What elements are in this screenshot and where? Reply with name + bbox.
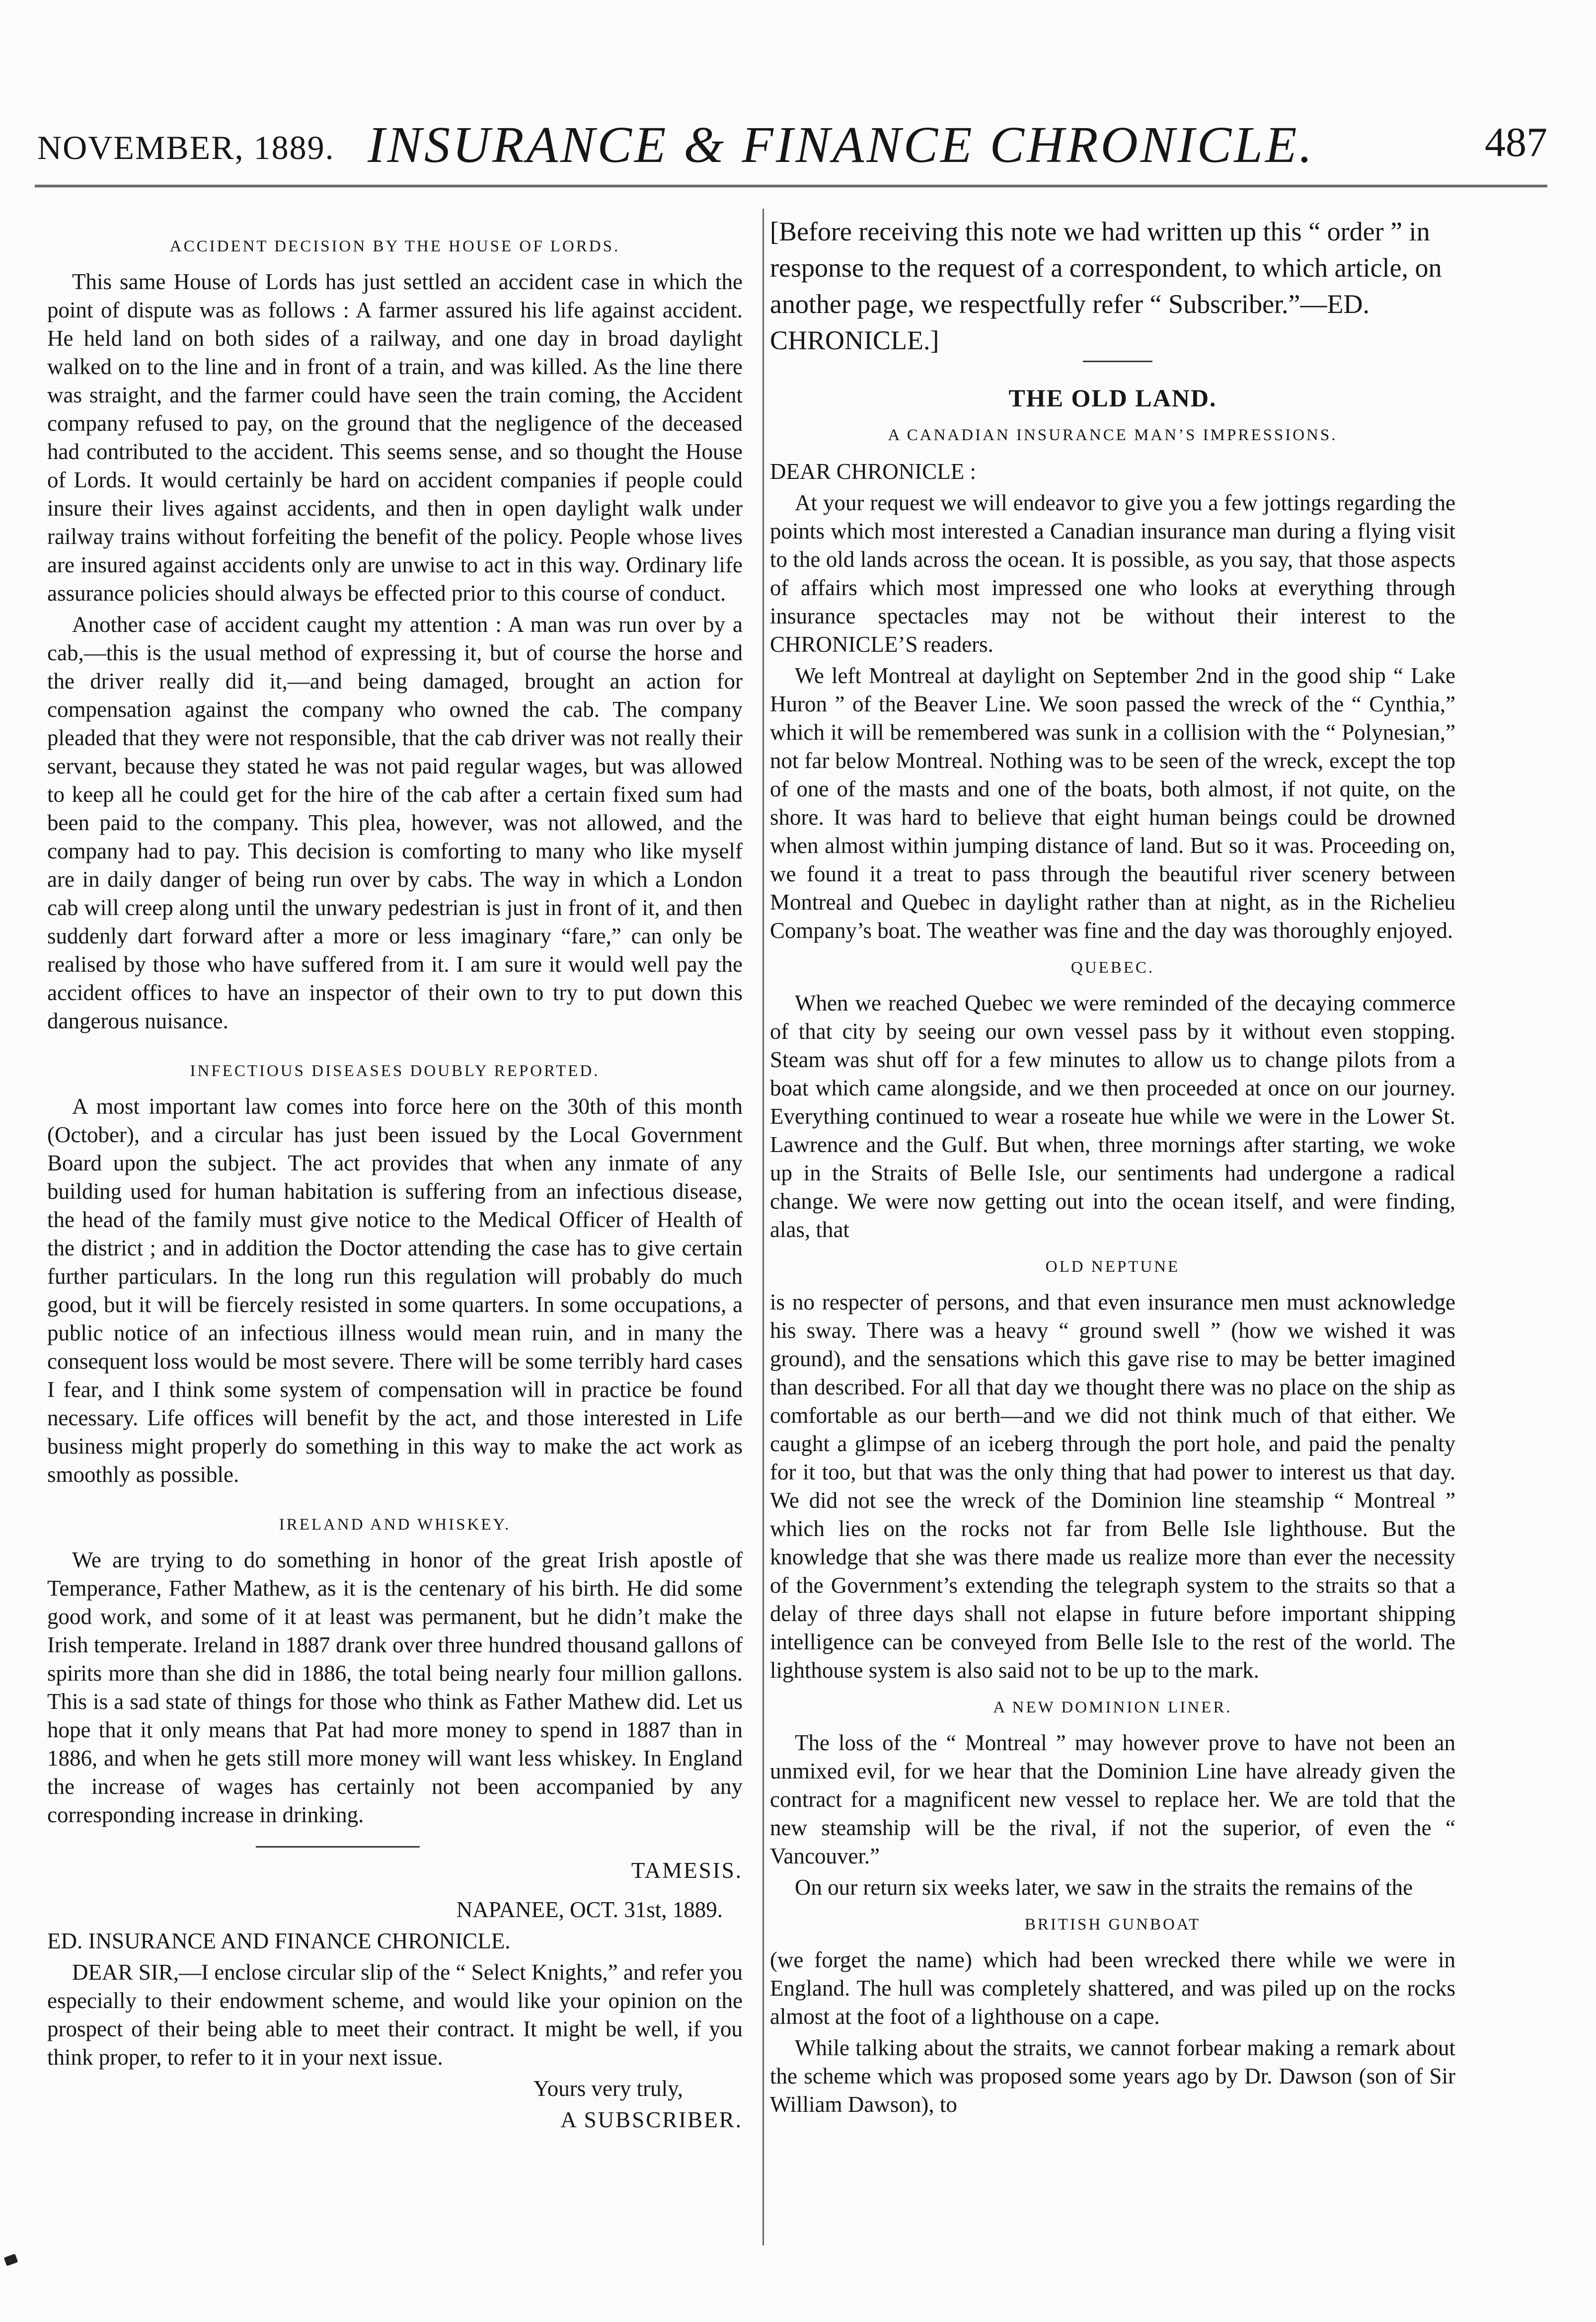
paragraph: At your request we will endeavor to give you a few jottings regarding the points which most interested a Canadian insurance man during a flying visit to the old lands across the ocean. It is possible, as you say, that those aspects of affairs which most impressed one who looks at everything through insurance spectacles may not be without their interest to the CHRONICLE’S readers. xyxy=(770,490,1455,657)
letter-dateline: NAPANEE, OCT. 31st, 1889. xyxy=(456,1897,723,1922)
header-rule xyxy=(35,185,1547,187)
paragraph: The loss of the “ Montreal ” may however prove to have not been an unmixed evil, for we hear that the Dominion Line have already given the contract for a magnificent new vessel to replace her. We are told that the new steamship will be the rival, if not the superior, of even the “ Vancouver.” xyxy=(770,1730,1455,1868)
article-subtitle: A CANADIAN INSURANCE MAN’S IMPRESSIONS. xyxy=(888,426,1338,444)
section-heading: BRITISH GUNBOAT xyxy=(1024,1916,1201,1934)
salutation: DEAR CHRONICLE : xyxy=(770,459,976,484)
letter-closing: Yours very truly, xyxy=(533,2076,683,2101)
article-title: THE OLD LAND. xyxy=(1008,384,1217,412)
section-heading: A NEW DOMINION LINER. xyxy=(993,1699,1232,1716)
paragraph: (we forget the name) which had been wrecked there while we were in England. The hull was completely shattered, and was piled up on the rocks almost at the foot of a lighthouse on a cape. xyxy=(770,1947,1455,2029)
paragraph: is no respecter of persons, and that even insurance men must acknowledge his sway. There was a heavy “ ground swell ” (how we wished it was ground), and the sensations which this gave rise to may be better imagined than described. For all that day we thought there was no place on the ship as comfortable as our berth—and we did not think much of that either. We caught a glimpse of an iceberg through the port hole, and paid the penalty for it too, but that was the only thing that had power to interest us that day. We did not see the wreck of the Dominion line steamship “ Montreal ” which lies on the rocks not far from Belle Isle lighthouse. But the knowledge that she was there made us realize more than ever the necessity of the Government’s extending the telegraph system to the straits so that a delay of three days shall not elapse in future before important shipping intelligence can be conveyed from Belle Isle to the rest of the world. The lighthouse system is also said not to be up to the mark. xyxy=(770,1290,1455,1683)
paragraph: When we reached Quebec we were reminded of the decaying commerce of that city by seeing our own vessel pass by it without even stopping. Steam was shut off for a few minutes to allow us to change pilots from a boat which came alongside, and we then proceeded at once on our journey. Everything continued to wear a roseate hue while we were in the Lower St. Lawrence and the Gulf. But when, three mornings after starting, we woke up in the Straits of Belle Isle, our sentiments had undergone a radical change. We were now getting out into the ocean itself, and were finding, alas, that xyxy=(770,991,1455,1242)
section-heading: OLD NEPTUNE xyxy=(1045,1258,1180,1276)
letter-signature: A SUBSCRIBER. xyxy=(560,2107,743,2132)
paragraph: On our return six weeks later, we saw in the straits the remains of the xyxy=(795,1875,1413,1900)
right-column xyxy=(770,214,1455,2119)
paragraph: A most important law comes into force here on the 30th of this month (October), and a circular has just been issued by the Local Government Board upon the subject. The act provides that when any inmate of any building used for human habitation is suffering from an infectious disease, the head of the family must give notice to the Medical Officer of Health of the district ; and in addition the Doctor attending the case has to give certain further particulars. In the long run this regulation will probably do much good, but it will be fiercely resisted in some quarters. In some occupations, a public notice of an infectious illness would mean ruin, and in many the consequent loss would be most severe. There will be some terribly hard cases I fear, and I think some system of compensation will in practice be found necessary. Life offices will benefit by the act, and those interested in Life business might properly do something in this way to make the act work as smoothly as possible. xyxy=(47,1094,743,1487)
section-heading: INFECTIOUS DISEASES DOUBLY REPORTED. xyxy=(190,1062,600,1080)
paragraph: This same House of Lords has just settled an accident case in which the point of dispute was as follows : A farmer assured his life against accident. He held land on both sides of a railway, and one day in broad daylight walked on to the line and in front of a train, and was killed. As the line there was straight, and the farmer could have seen the train coming, the Accident company refused to pay, on the ground that the negligence of the deceased had contributed to the accident. This seems sense, and so thought the House of Lords. It would certainly be hard on accident companies if people could insure their lives against accidents, and then in open daylight walk under railway trains without forfeiting the benefit of the policy. People whose lives are insured against accidents only are unwise to act in this way. Ordinary life assurance policies should always be effected prior to this course of conduct. xyxy=(47,269,743,606)
pseudonym-signature: TAMESIS. xyxy=(631,1858,743,1883)
divider-rule xyxy=(256,1846,420,1848)
letter-addressee: ED. INSURANCE AND FINANCE CHRONICLE. xyxy=(47,1929,511,1953)
page-number: 487 xyxy=(1485,119,1547,165)
ink-blot xyxy=(4,2253,18,2266)
section-heading: ACCIDENT DECISION BY THE HOUSE OF LORDS. xyxy=(169,237,620,255)
section-heading: QUEBEC. xyxy=(1070,959,1155,977)
letter-body: DEAR SIR,—I enclose circular slip of the “ Select Knights,” and refer you especially to their endowment scheme, and would like your opinion on the prospect of their being able to meet their contract. It might be well, if you think proper, to refer to it in your next issue. xyxy=(47,1960,743,2070)
column-divider xyxy=(762,209,764,2245)
editor-note: [Before receiving this note we had written up this “ order ” in response to the request of a correspondent, to which article, on another page, we respectfully refer “ Subscriber.”—ED. CHRONICLE.] xyxy=(770,217,1442,355)
paragraph: Another case of accident caught my attention : A man was run over by a cab,—this is the usual method of expressing it, but of course the horse and the driver really did it,—and being damaged, brought an action for compensation against the company who owned the cab. The company pleaded that they were not responsible, that the cab driver was not really their servant, because they stated he was not paid regular wages, but was allowed to keep all he could get for the hire of the cab after a certain fixed sum had been paid to the company. This plea, however, was not allowed, and the company had to pay. This decision is comforting to many who like myself are in daily danger of being run over by cabs. The way in which a London cab will creep along until the unwary pedestrian is just in front of it, and then suddenly dart forward after a more or less imaginary “fare,” can only be realised by those who have suffered from it. I am sure it would well pay the accident offices to have an inspector of their own to try to put down this dangerous nuisance. xyxy=(47,612,743,1033)
paragraph: While talking about the straits, we cannot forbear making a remark about the scheme which was proposed some years ago by Dr. Dawson (son of Sir William Dawson), to xyxy=(770,2035,1455,2117)
section-heading: IRELAND AND WHISKEY. xyxy=(279,1516,511,1534)
issue-date: NOVEMBER, 1889. xyxy=(37,129,335,166)
publication-title: INSURANCE & FINANCE CHRONICLE. xyxy=(368,116,1315,173)
running-header xyxy=(37,113,1547,188)
paragraph: We are trying to do something in honor of the great Irish apostle of Temperance, Father Mathew, as it is the centenary of his birth. He did some good work, and some of it at least was permanent, but he didn’t make the Irish temperate. Ireland in 1887 drank over three hundred thousand gallons of spirits more than she did in 1886, the total being nearly four million gallons. This is a sad state of things for those who think as Father Mathew did. Let us hope that it only means that Pat had more money to spend in 1887 than in 1886, and when he gets still more money will want less whiskey. In England the increase of wages has certainly not been accompanied by any corresponding increase in drinking. xyxy=(47,1548,743,1827)
paragraph: We left Montreal at daylight on September 2nd in the good ship “ Lake Huron ” of the Beaver Line. We soon passed the wreck of the “ Cynthia,” which it will be remembered was sunk in a collision with the “ Polynesian,” not far below Montreal. Nothing was to be seen of the wreck, except the top of one of the masts and one of the boats, both almost, if not quite, on the shore. It was hard to believe that eight human beings could be drowned when almost within jumping distance of land. But so it was. Proceeding on, we found it a treat to pass through the beautiful river scenery between Montreal and Quebec in daylight rather than at night, as in the Richelieu Company’s boat. The weather was fine and the day was thoroughly enjoyed. xyxy=(770,663,1455,943)
divider-rule xyxy=(1083,361,1152,362)
left-column xyxy=(47,224,743,2134)
